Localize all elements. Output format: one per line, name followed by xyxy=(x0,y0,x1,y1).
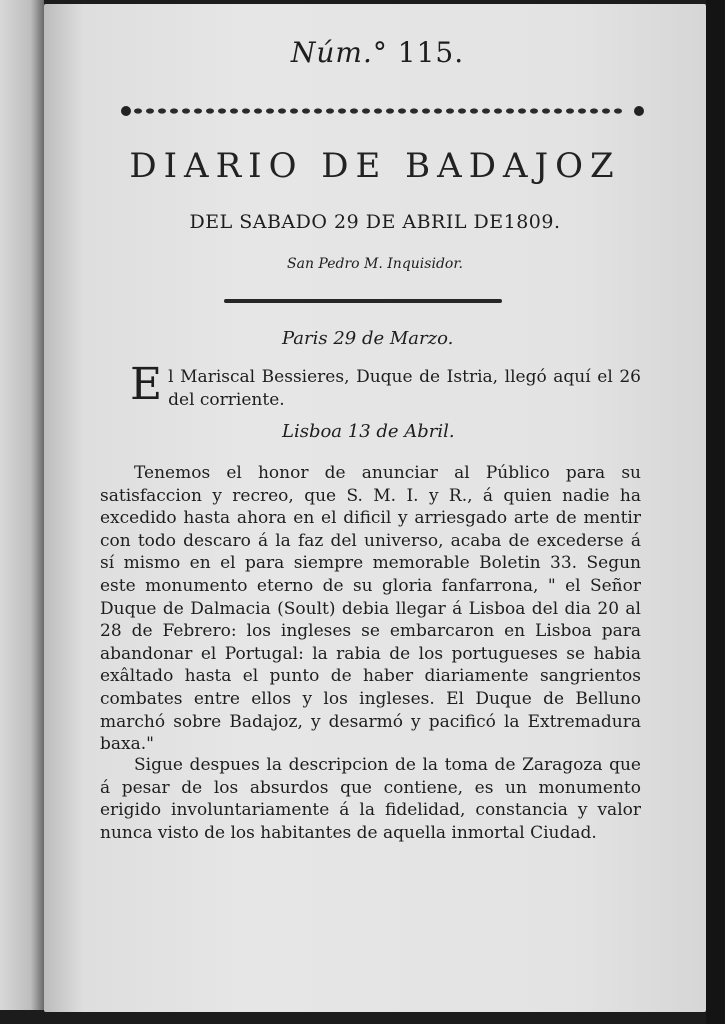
ornament-glyph xyxy=(134,108,142,113)
paragraph-2: Sigue despues la descripcion de la toma de Zaragoza que á pesar de los absurdos que contiene, es un monumento erigido involuntariamente á la fidelidad, constancia y valor nunca visto de los habitantes de aquella inmortal Ciudad. xyxy=(100,755,641,843)
ornament-glyph xyxy=(434,108,442,113)
issue-number xyxy=(0,36,725,69)
ornament-glyph xyxy=(386,108,394,113)
ornament-glyph xyxy=(158,108,166,113)
ornament-glyph xyxy=(422,108,430,113)
ornament-glyph xyxy=(278,108,286,113)
ornament-glyph xyxy=(218,108,226,113)
scan-border xyxy=(706,0,725,1024)
ornament-glyph xyxy=(482,108,490,113)
ornament-glyph xyxy=(458,108,466,113)
ornament-glyph xyxy=(446,108,454,113)
ornament-glyph xyxy=(602,108,610,113)
ornament-glyph xyxy=(578,108,586,113)
ornament-glyph xyxy=(530,108,538,113)
ornament-glyph xyxy=(590,108,598,113)
ornament-glyph xyxy=(494,108,502,113)
ornament-glyph xyxy=(170,108,178,113)
saint-of-the-day: San Pedro M. Inquisidor. xyxy=(287,256,463,272)
ornament-glyph xyxy=(350,108,358,113)
ornament-glyph xyxy=(146,108,154,113)
ornament-glyph xyxy=(266,108,274,113)
dateline-paris: Paris 29 de Marzo. xyxy=(282,328,454,349)
ornament-glyph xyxy=(554,108,562,113)
ornament-glyph xyxy=(290,108,298,113)
dateline-lisboa: Lisboa 13 de Abril. xyxy=(282,421,455,442)
issue-date: DEL SABADO 29 DE ABRIL DE1809. xyxy=(189,211,561,233)
ornament-glyph xyxy=(542,108,550,113)
ornamental-border xyxy=(120,104,645,118)
ornament-glyph xyxy=(362,108,370,113)
ornament-glyph xyxy=(470,108,478,113)
ornament-glyph xyxy=(230,108,238,113)
paris-paragraph xyxy=(100,359,641,411)
newspaper-title: DIARIO DE BADAJOZ xyxy=(129,146,621,186)
paris-text: l Mariscal Bessieres, Duque de Istria, llegó aquí el 26 del corriente. xyxy=(168,367,641,410)
ornament-glyph xyxy=(194,108,202,113)
ornament-glyph xyxy=(254,108,262,113)
ornament-glyph xyxy=(614,108,622,113)
ornament-glyph xyxy=(206,108,214,113)
facing-page-edge xyxy=(0,0,44,1010)
ornament-glyph xyxy=(314,108,322,113)
ornament-glyph xyxy=(566,108,574,113)
ornament-glyph xyxy=(326,108,334,113)
ornament-glyph xyxy=(338,108,346,113)
title-divider xyxy=(224,299,502,303)
issue-number-value: 115. xyxy=(397,36,465,69)
ornament-glyph xyxy=(398,108,406,113)
ornament-glyph xyxy=(506,108,514,113)
ornament-glyph xyxy=(410,108,418,113)
ornament-glyph xyxy=(518,108,526,113)
ornament-glyph xyxy=(182,108,190,113)
paragraph-1: Tenemos el honor de anunciar al Público para su satisfaccion y recreo, que S. M. I. y R., á quien nadie ha excedido hasta ahora en el dificil y arriesgado arte de mentir con todo descaro á la faz del universo, acaba de excederse á sí mismo en el para siempre memorable Boletin 33. Segun este monumento eterno de su gloria fanfarrona, " el Señor Duque de Dalmacia (Soult) debia llegar á Lisboa del dia 20 al 28 de Febrero: los ingleses se embarcaron en Lisboa para abandonar el Portugal: la rabia de los portugueses se habia exâltado hasta el punto de haber diariamente sangrientos combates entre ellos y los ingleses. El Duque de Belluno marchó sobre Badajoz, y desarmó y pacificó la Extremadura baxa." xyxy=(100,463,641,755)
issue-number-label: Núm.° xyxy=(290,36,388,69)
ornament-glyph xyxy=(374,108,382,113)
drop-cap: E xyxy=(130,359,163,410)
ornament-glyph xyxy=(242,108,250,113)
ornament-glyph xyxy=(302,108,310,113)
